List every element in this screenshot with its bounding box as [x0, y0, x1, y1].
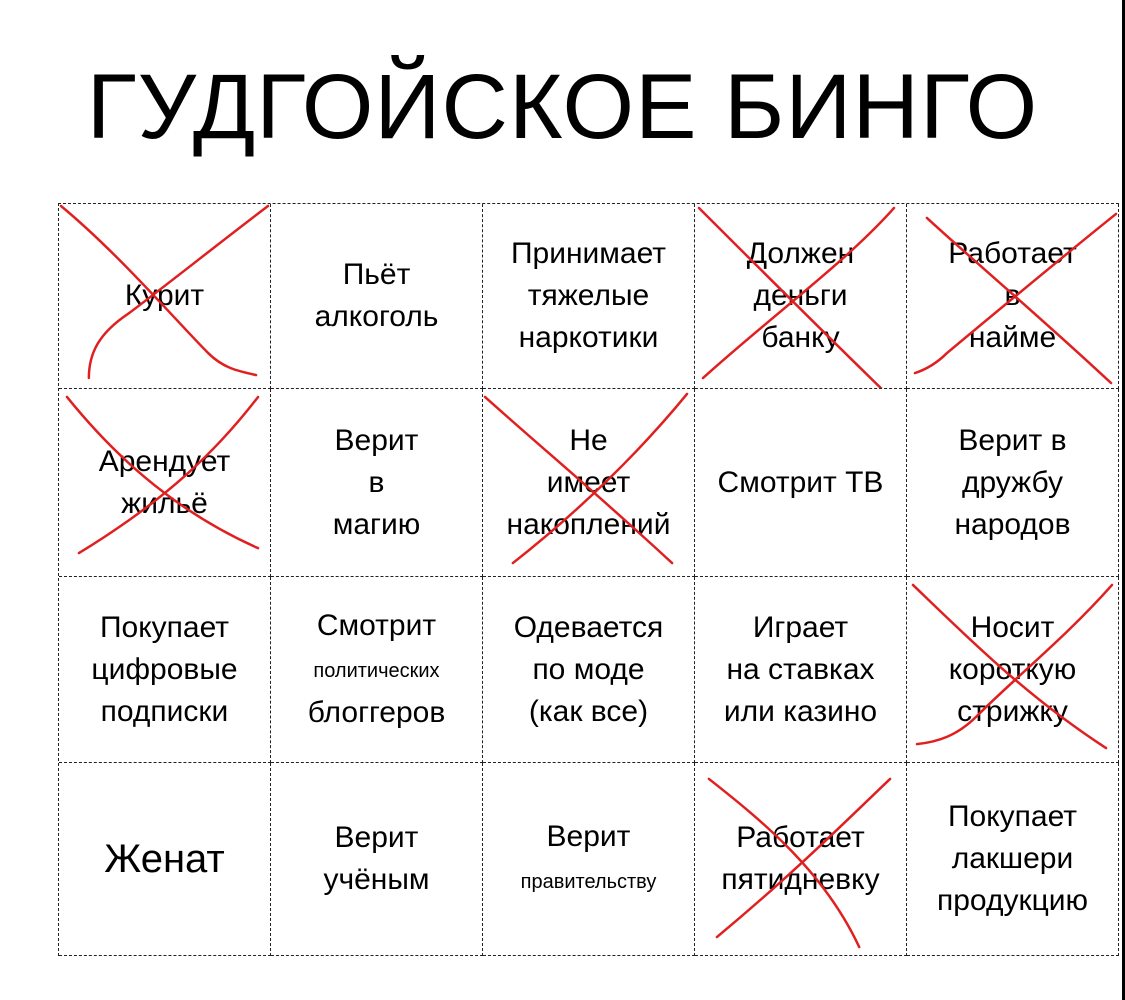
cell-label: Верит в дружбу народов: [954, 423, 1071, 541]
cell-label: Не имеет накоплений: [506, 423, 671, 541]
cell-label: Одевается по моде (как все): [513, 610, 664, 728]
cell-label-line: политических: [313, 660, 440, 682]
cell-label: Покупает цифровые подписки: [91, 610, 238, 728]
cell-label: Носит короткую стрижку: [948, 610, 1077, 728]
cell-label-line: блоггеров: [307, 696, 446, 729]
cell-label: Курит: [124, 279, 205, 312]
cell-label: [308, 605, 446, 734]
bingo-cell-political-bloggers[interactable]: [271, 577, 483, 763]
bingo-cell-watches-tv[interactable]: [695, 389, 907, 577]
bingo-cell-short-haircut[interactable]: [907, 577, 1119, 763]
page-title: ГУДГОЙСКОЕ БИНГО: [86, 56, 1039, 158]
bingo-cell-dresses-fashion[interactable]: [483, 577, 695, 763]
cell-label: Работает в найме: [948, 237, 1077, 354]
cell-label: Покупает лакшери продукцию: [936, 800, 1089, 917]
bingo-cell-believes-magic[interactable]: [271, 389, 483, 577]
cell-label-line: Верит: [546, 819, 631, 853]
cell-label: [521, 816, 657, 903]
cell-label: Верит учёным: [323, 821, 430, 896]
cell-label: Должен деньги банку: [746, 237, 855, 354]
bingo-cell-friendship-of-peoples[interactable]: [907, 389, 1119, 577]
cell-label: Женат: [104, 837, 225, 881]
bingo-cell-smokes[interactable]: [59, 204, 271, 389]
bingo-cell-gambling[interactable]: [695, 577, 907, 763]
cell-label: Играет на ставках или казино: [723, 610, 878, 728]
cell-label: Пьёт алкоголь: [314, 258, 439, 333]
cell-label: Арендует жильё: [98, 444, 231, 520]
bingo-cell-trusts-government[interactable]: [483, 763, 695, 956]
bingo-cell-owes-bank[interactable]: [695, 204, 907, 389]
bingo-cell-digital-subscriptions[interactable]: [59, 577, 271, 763]
cell-label-line: Смотрит: [316, 609, 437, 642]
bingo-cell-five-day-week[interactable]: [695, 763, 907, 956]
bingo-cell-hard-drugs[interactable]: [483, 204, 695, 389]
bingo-cell-married[interactable]: [59, 763, 271, 956]
cell-label: Смотрит ТВ: [717, 465, 884, 499]
bingo-cell-luxury-products[interactable]: [907, 763, 1119, 956]
cell-label: Верит в магию: [332, 423, 421, 541]
bingo-cell-employed[interactable]: [907, 204, 1119, 389]
bingo-cell-drinks[interactable]: [271, 204, 483, 389]
cell-label: Принимает тяжелые наркотики: [510, 237, 667, 354]
cell-label-line: правительству: [520, 870, 657, 893]
bingo-cell-rents-housing[interactable]: [59, 389, 271, 577]
bingo-grid: [58, 203, 1119, 956]
bingo-cell-no-savings[interactable]: [483, 389, 695, 577]
cell-label: Работает пятидневку: [721, 821, 880, 896]
bingo-cell-trusts-scientists[interactable]: [271, 763, 483, 956]
